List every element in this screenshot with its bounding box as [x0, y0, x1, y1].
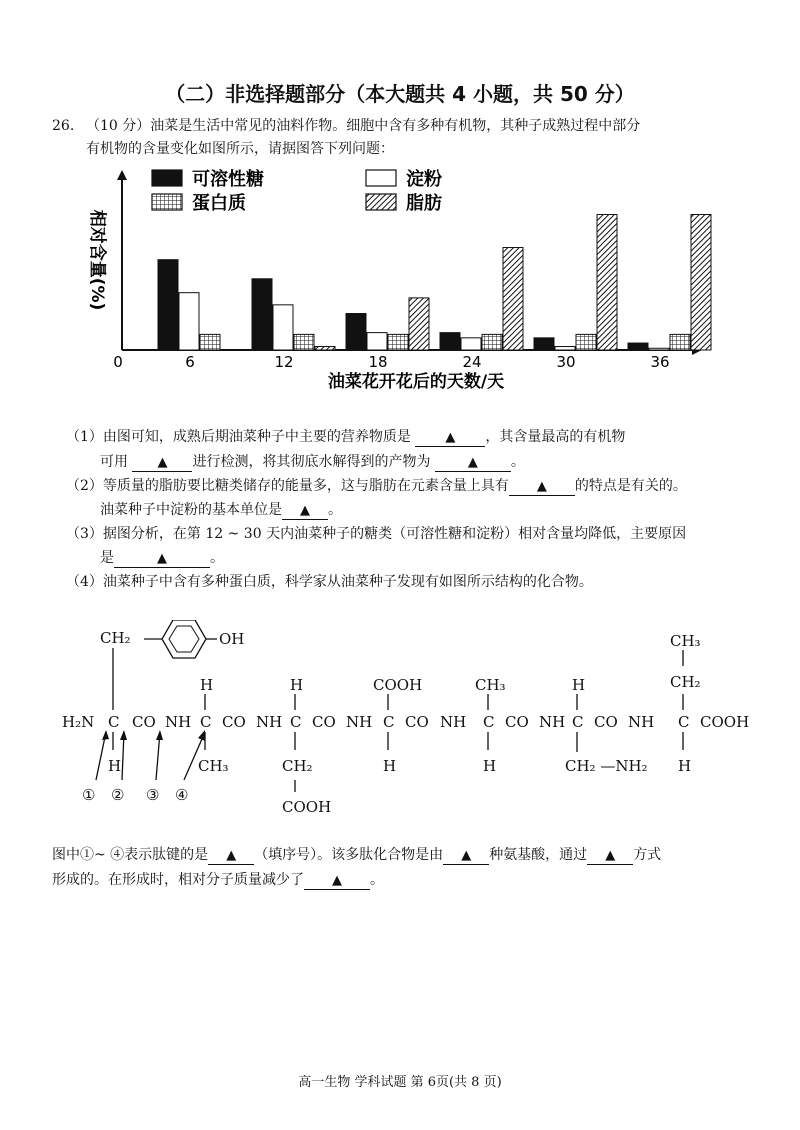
question-intro-line1: （10 分）油菜是生活中常见的油料作物。细胞中含有多种有机物，其种子成熟过程中部分	[86, 118, 641, 134]
bar-1-3	[461, 338, 481, 350]
co-label-5: CO	[505, 713, 529, 731]
answer-blank-final-4[interactable]: ▲	[304, 873, 370, 890]
question-number: 26.	[52, 118, 75, 134]
q2-text-c: 油菜种子中淀粉的基本单位是	[100, 502, 282, 518]
question-intro-line2: 有机物的含量变化如图所示，请据图答下列问题：	[86, 141, 394, 157]
chart-ticks	[113, 353, 669, 371]
ch3-bottom-2: CH₃	[198, 757, 229, 775]
q2-text-a: （2）等质量的脂肪要比糖类储存的能量多，这与脂肪在元素含量上具有	[66, 478, 509, 494]
q4-line: （4）油菜种子中含有多种蛋白质，科学家从油菜种子发现有如图所示结构的化合物。	[66, 574, 593, 590]
answer-blank-final-1[interactable]: ▲	[208, 848, 254, 865]
legend-label-1: 淀粉	[406, 169, 442, 190]
chart-legend	[152, 168, 442, 214]
q1-text-c: 可用	[100, 454, 128, 470]
h-bottom-4: H	[383, 757, 397, 775]
bar-3-5	[691, 215, 711, 350]
h-bottom-5: H	[483, 757, 497, 775]
answer-blank-final-3[interactable]: ▲	[587, 848, 633, 865]
legend-swatch-3	[366, 194, 396, 210]
bar-2-3	[482, 334, 502, 350]
bar-0-0	[158, 260, 178, 350]
ch2-top-label: CH₂	[100, 629, 131, 647]
q1-line2	[100, 452, 525, 472]
c-label-2: C	[200, 713, 212, 731]
bar-1-4	[555, 347, 575, 350]
bar-1-0	[179, 293, 199, 350]
legend-swatch-0	[152, 170, 182, 186]
nh-label-6: NH	[628, 713, 655, 731]
final-line2	[52, 870, 384, 890]
x-tick-1: 6	[185, 353, 195, 371]
q2-line2	[100, 500, 342, 520]
bar-0-1	[252, 279, 272, 350]
legend-label-0: 可溶性糖	[192, 169, 264, 190]
c-label-7: C	[678, 713, 690, 731]
bar-1-2	[367, 333, 387, 350]
ch2-nh2-bottom-6: CH₂ —NH₂	[565, 757, 648, 775]
h-bottom-1: H	[108, 757, 122, 775]
co-label-2: CO	[222, 713, 246, 731]
bar-2-4	[576, 334, 596, 350]
chart-bars	[158, 215, 711, 350]
ch3-label-5: CH₃	[475, 676, 506, 694]
answer-blank-q1-1[interactable]: ▲	[415, 430, 485, 447]
co-label-1: CO	[132, 713, 156, 731]
circle-label-2: ②	[111, 786, 125, 804]
legend-label-3: 脂肪	[406, 193, 442, 214]
nh-label-3: NH	[346, 713, 373, 731]
bar-3-1	[315, 347, 335, 350]
x-tick-3: 18	[368, 353, 388, 371]
h-label-2: H	[200, 676, 214, 694]
c-label-3: C	[290, 713, 302, 731]
answer-blank-q2-1[interactable]: ▲	[509, 479, 575, 496]
h-label-3: H	[290, 676, 304, 694]
bar-0-3	[440, 333, 460, 350]
bar-1-1	[273, 305, 293, 350]
x-axis-label: 油菜花开花后的天数/天	[327, 372, 505, 392]
answer-blank-final-2[interactable]: ▲	[443, 848, 489, 865]
bar-3-4	[597, 215, 617, 350]
bar-1-5	[649, 348, 669, 350]
y-axis-arrow	[117, 170, 127, 180]
oh-label: OH	[219, 630, 245, 648]
ch3-top-label: CH₃	[670, 632, 701, 650]
c-label-5: C	[483, 713, 495, 731]
bar-0-2	[346, 314, 366, 350]
final-text-e: 形成的。在形成时，相对分子质量减少了	[52, 872, 304, 888]
c-label-4: C	[383, 713, 395, 731]
nh-label-1: NH	[165, 713, 192, 731]
bar-2-1	[294, 334, 314, 350]
x-tick-6: 36	[650, 353, 670, 371]
ch2-bottom-3: CH₂	[282, 757, 313, 775]
final-text-c: 种氨基酸，通过	[489, 847, 588, 863]
x-tick-4: 24	[462, 353, 482, 371]
answer-blank-q1-3[interactable]: ▲	[435, 455, 511, 472]
nh-label-4: NH	[440, 713, 467, 731]
answer-blank-q1-2[interactable]: ▲	[132, 455, 192, 472]
bar-3-2	[409, 298, 429, 350]
answer-blank-q2-2[interactable]: ▲	[282, 503, 328, 520]
final-line1	[52, 845, 661, 865]
q1-text-d: 进行检测，将其彻底水解得到的产物为	[192, 454, 431, 470]
legend-label-2: 蛋白质	[192, 193, 246, 214]
polypeptide-structure	[60, 620, 760, 820]
bar-2-0	[200, 334, 220, 350]
bar-3-3	[503, 248, 523, 350]
answer-blank-q3[interactable]: ▲	[114, 551, 210, 568]
h2n-label: H₂N	[62, 713, 95, 731]
co-label-3: CO	[312, 713, 336, 731]
page-footer: 高一生物 学科试题 第 6页(共 8 页)	[298, 1075, 502, 1090]
bar-2-5	[670, 334, 690, 350]
final-text-d: 方式	[633, 847, 662, 863]
q1-line1	[66, 427, 625, 447]
bar-0-4	[534, 338, 554, 350]
section-title: （二）非选择题部分（本大题共 4 小题，共 50 分）	[165, 82, 635, 106]
q3-line1: （3）据图分析，在第 12 ~ 30 天内油菜种子的糖类（可溶性糖和淀粉）相对含量均降低，主要原因	[66, 526, 687, 542]
x-tick-2: 12	[274, 353, 294, 371]
circle-label-4: ④	[175, 786, 189, 804]
x-tick-5: 30	[556, 353, 576, 371]
co-label-4: CO	[405, 713, 429, 731]
cooh-top-label: COOH	[373, 676, 423, 694]
ch2-right-label: CH₂	[670, 673, 701, 691]
y-axis-label: 相对含量(%)	[87, 209, 107, 311]
cooh-end-label: COOH	[700, 713, 750, 731]
bar-2-2	[388, 334, 408, 350]
h-label-6: H	[572, 676, 586, 694]
circle-label-1: ①	[82, 786, 96, 804]
c-label-6: C	[572, 713, 584, 731]
nh-label-5: NH	[539, 713, 566, 731]
bar-0-5	[628, 343, 648, 350]
cooh-bottom-3: COOH	[282, 798, 332, 816]
q3-line2	[100, 548, 224, 568]
q2-text-d: 。	[328, 502, 342, 518]
legend-swatch-2	[152, 194, 182, 210]
h-bottom-7: H	[678, 757, 692, 775]
x-tick-0: 0	[113, 353, 123, 371]
circle-label-3: ③	[146, 786, 160, 804]
q3-text-b: 是	[100, 550, 114, 566]
q1-text-b: ，其含量最高的有机物	[485, 429, 626, 445]
co-label-6: CO	[594, 713, 618, 731]
q1-text-a: （1）由图可知，成熟后期油菜种子中主要的营养物质是	[66, 429, 411, 445]
q1-text-e: 。	[510, 454, 525, 470]
nh-label-2: NH	[256, 713, 283, 731]
final-text-b: （填序号）。该多肽化合物是由	[254, 847, 444, 863]
final-text-a: 图中①~ ④表示肽键的是	[52, 847, 209, 863]
q2-text-b: 的特点是有关的。	[574, 478, 687, 494]
q2-line1	[66, 476, 687, 496]
q3-text-c: 。	[210, 550, 224, 566]
legend-swatch-1	[366, 170, 396, 186]
c-label-1: C	[108, 713, 120, 731]
final-text-f: 。	[370, 872, 384, 888]
bar-chart	[80, 160, 720, 400]
